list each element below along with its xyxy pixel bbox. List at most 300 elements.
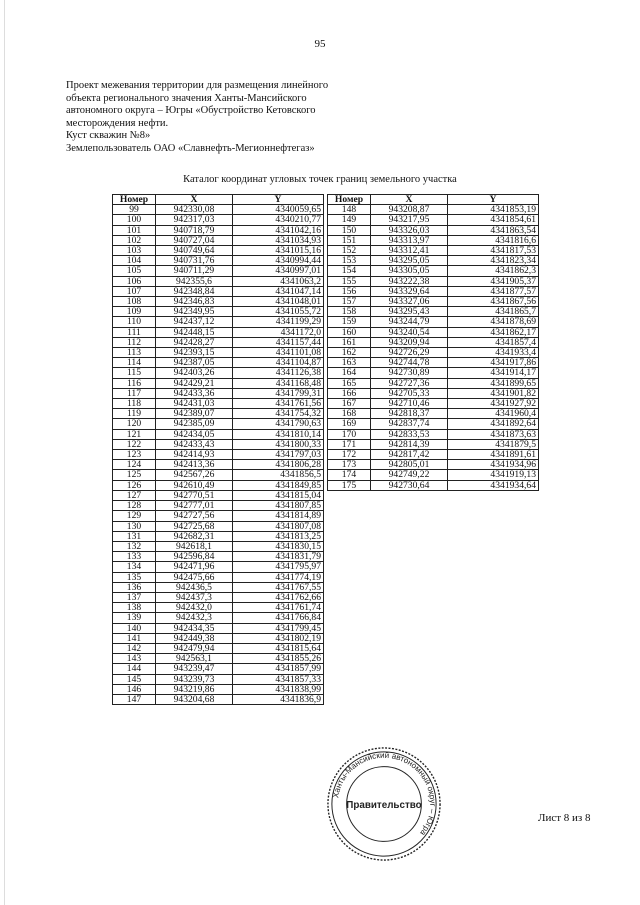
point-number-cell: 123 xyxy=(113,450,156,460)
x-coordinate-cell: 943217,95 xyxy=(371,215,448,225)
table-row xyxy=(113,582,324,592)
point-number-cell: 161 xyxy=(328,337,371,347)
point-number-cell: 136 xyxy=(113,582,156,592)
y-coordinate-cell: 4340997,01 xyxy=(233,266,324,276)
x-coordinate-cell: 940749,64 xyxy=(156,246,233,256)
point-number-cell: 175 xyxy=(328,480,371,490)
table-row xyxy=(328,480,539,490)
table-row xyxy=(113,450,324,460)
table-row xyxy=(113,225,324,235)
page-number: 95 xyxy=(314,38,326,50)
y-coordinate-cell: 4341836,9 xyxy=(233,694,324,704)
x-coordinate-cell: 942833,53 xyxy=(371,429,448,439)
table-row xyxy=(328,358,539,368)
table-row xyxy=(328,215,539,225)
point-number-cell: 166 xyxy=(328,388,371,398)
header-line: объекта регионального значения Ханты-Мансийского xyxy=(66,92,307,104)
x-coordinate-cell: 942610,49 xyxy=(156,480,233,490)
coordinates-table-right xyxy=(327,194,539,491)
table-row xyxy=(328,470,539,480)
point-number-cell: 124 xyxy=(113,460,156,470)
y-coordinate-cell: 4341856,5 xyxy=(233,470,324,480)
y-coordinate-cell: 4341101,08 xyxy=(233,348,324,358)
x-coordinate-cell: 942434,05 xyxy=(156,429,233,439)
header-y: Y xyxy=(233,195,324,205)
point-number-cell: 159 xyxy=(328,317,371,327)
table-row xyxy=(328,368,539,378)
x-coordinate-cell: 943222,38 xyxy=(371,276,448,286)
y-coordinate-cell: 4341865,7 xyxy=(448,307,539,317)
y-coordinate-cell: 4341754,32 xyxy=(233,409,324,419)
y-coordinate-cell: 4341857,99 xyxy=(233,664,324,674)
table-row xyxy=(113,613,324,623)
point-number-cell: 147 xyxy=(113,694,156,704)
y-coordinate-cell: 4341878,69 xyxy=(448,317,539,327)
x-coordinate-cell: 942346,83 xyxy=(156,297,233,307)
x-coordinate-cell: 942387,05 xyxy=(156,358,233,368)
y-coordinate-cell: 4341877,57 xyxy=(448,286,539,296)
header-x: X xyxy=(156,195,233,205)
table-row xyxy=(113,368,324,378)
point-number-cell: 167 xyxy=(328,399,371,409)
y-coordinate-cell: 4341817,53 xyxy=(448,246,539,256)
table-row xyxy=(113,286,324,296)
x-coordinate-cell: 940711,29 xyxy=(156,266,233,276)
x-coordinate-cell: 943326,03 xyxy=(371,225,448,235)
point-number-cell: 170 xyxy=(328,429,371,439)
point-number-cell: 110 xyxy=(113,317,156,327)
y-coordinate-cell: 4341919,13 xyxy=(448,470,539,480)
y-coordinate-cell: 4341863,54 xyxy=(448,225,539,235)
x-coordinate-cell: 943208,87 xyxy=(371,205,448,215)
x-coordinate-cell: 942563,1 xyxy=(156,654,233,664)
table-row xyxy=(328,399,539,409)
point-number-cell: 116 xyxy=(113,378,156,388)
x-coordinate-cell: 942403,26 xyxy=(156,368,233,378)
y-coordinate-cell: 4341199,29 xyxy=(233,317,324,327)
y-coordinate-cell: 4341047,14 xyxy=(233,286,324,296)
table-row xyxy=(328,317,539,327)
document-header xyxy=(66,80,366,155)
point-number-cell: 103 xyxy=(113,246,156,256)
y-coordinate-cell: 4340059,65 xyxy=(233,205,324,215)
header-line: Землепользователь ОАО «Славнефть-Мегионнефтегаз» xyxy=(66,142,315,154)
y-coordinate-cell: 4341042,16 xyxy=(233,225,324,235)
table-row xyxy=(113,480,324,490)
y-coordinate-cell: 4341104,87 xyxy=(233,358,324,368)
table-row xyxy=(113,552,324,562)
point-number-cell: 168 xyxy=(328,409,371,419)
table-header-row xyxy=(328,195,539,205)
point-number-cell: 137 xyxy=(113,592,156,602)
table-row xyxy=(113,235,324,245)
y-coordinate-cell: 4341766,84 xyxy=(233,613,324,623)
point-number-cell: 153 xyxy=(328,256,371,266)
point-number-cell: 158 xyxy=(328,307,371,317)
x-coordinate-cell: 943204,68 xyxy=(156,694,233,704)
table-row xyxy=(113,490,324,500)
x-coordinate-cell: 942730,64 xyxy=(371,480,448,490)
point-number-cell: 154 xyxy=(328,266,371,276)
x-coordinate-cell: 942567,26 xyxy=(156,470,233,480)
x-coordinate-cell: 942770,51 xyxy=(156,490,233,500)
point-number-cell: 118 xyxy=(113,399,156,409)
x-coordinate-cell: 942777,01 xyxy=(156,501,233,511)
y-coordinate-cell: 4341933,4 xyxy=(448,348,539,358)
point-number-cell: 114 xyxy=(113,358,156,368)
x-coordinate-cell: 942618,1 xyxy=(156,541,233,551)
y-coordinate-cell: 4341157,44 xyxy=(233,337,324,347)
x-coordinate-cell: 942448,15 xyxy=(156,327,233,337)
y-coordinate-cell: 4341797,03 xyxy=(233,450,324,460)
x-coordinate-cell: 942434,35 xyxy=(156,623,233,633)
table-row xyxy=(113,266,324,276)
x-coordinate-cell: 942749,22 xyxy=(371,470,448,480)
x-coordinate-cell: 942727,56 xyxy=(156,511,233,521)
y-coordinate-cell: 4341849,85 xyxy=(233,480,324,490)
y-coordinate-cell: 4341815,04 xyxy=(233,490,324,500)
y-coordinate-cell: 4341960,4 xyxy=(448,409,539,419)
seal-center-text: Правительство xyxy=(346,799,422,811)
header-line: месторождения нефти. xyxy=(66,117,169,129)
point-number-cell: 173 xyxy=(328,460,371,470)
table-row xyxy=(328,419,539,429)
point-number-cell: 128 xyxy=(113,501,156,511)
table-row xyxy=(113,541,324,551)
table-row xyxy=(113,664,324,674)
y-coordinate-cell: 4340994,44 xyxy=(233,256,324,266)
y-coordinate-cell: 4341802,19 xyxy=(233,633,324,643)
y-coordinate-cell: 4341862,3 xyxy=(448,266,539,276)
x-coordinate-cell: 942433,36 xyxy=(156,388,233,398)
point-number-cell: 102 xyxy=(113,235,156,245)
point-number-cell: 109 xyxy=(113,307,156,317)
x-coordinate-cell: 942471,96 xyxy=(156,562,233,572)
y-coordinate-cell: 4341774,19 xyxy=(233,572,324,582)
y-coordinate-cell: 4341838,99 xyxy=(233,684,324,694)
point-number-cell: 140 xyxy=(113,623,156,633)
y-coordinate-cell: 4341879,5 xyxy=(448,439,539,449)
header-number: Номер xyxy=(328,195,371,205)
x-coordinate-cell: 940727,04 xyxy=(156,235,233,245)
point-number-cell: 126 xyxy=(113,480,156,490)
point-number-cell: 165 xyxy=(328,378,371,388)
x-coordinate-cell: 943219,86 xyxy=(156,684,233,694)
x-coordinate-cell: 943244,79 xyxy=(371,317,448,327)
y-coordinate-cell: 4341761,74 xyxy=(233,603,324,613)
y-coordinate-cell: 4341015,16 xyxy=(233,246,324,256)
point-number-cell: 106 xyxy=(113,276,156,286)
table-row xyxy=(113,337,324,347)
x-coordinate-cell: 943209,94 xyxy=(371,337,448,347)
seal-ring-text: Ханты-Мансийский автономный округ – Югра xyxy=(331,750,438,838)
point-number-cell: 151 xyxy=(328,235,371,245)
table-row xyxy=(328,307,539,317)
y-coordinate-cell: 4341807,08 xyxy=(233,521,324,531)
table-row xyxy=(113,562,324,572)
x-coordinate-cell: 942596,84 xyxy=(156,552,233,562)
table-row xyxy=(113,388,324,398)
y-coordinate-cell: 4341830,15 xyxy=(233,541,324,551)
x-coordinate-cell: 942814,39 xyxy=(371,439,448,449)
point-number-cell: 117 xyxy=(113,388,156,398)
x-coordinate-cell: 942413,36 xyxy=(156,460,233,470)
x-coordinate-cell: 942437,3 xyxy=(156,592,233,602)
point-number-cell: 130 xyxy=(113,521,156,531)
point-number-cell: 133 xyxy=(113,552,156,562)
x-coordinate-cell: 942389,07 xyxy=(156,409,233,419)
table-row xyxy=(328,246,539,256)
sheet-label: Лист 8 из 8 xyxy=(538,812,591,824)
y-coordinate-cell: 4341873,63 xyxy=(448,429,539,439)
y-coordinate-cell: 4341892,64 xyxy=(448,419,539,429)
x-coordinate-cell: 943295,05 xyxy=(371,256,448,266)
table-row xyxy=(113,439,324,449)
y-coordinate-cell: 4341854,61 xyxy=(448,215,539,225)
x-coordinate-cell: 943239,73 xyxy=(156,674,233,684)
y-coordinate-cell: 4341853,19 xyxy=(448,205,539,215)
table-row xyxy=(328,266,539,276)
y-coordinate-cell: 4341814,89 xyxy=(233,511,324,521)
x-coordinate-cell: 942437,12 xyxy=(156,317,233,327)
y-coordinate-cell: 4340210,77 xyxy=(233,215,324,225)
x-coordinate-cell: 942818,37 xyxy=(371,409,448,419)
table-row xyxy=(113,531,324,541)
y-coordinate-cell: 4341927,92 xyxy=(448,399,539,409)
point-number-cell: 138 xyxy=(113,603,156,613)
table-row xyxy=(113,684,324,694)
table-row xyxy=(328,460,539,470)
x-coordinate-cell: 942475,66 xyxy=(156,572,233,582)
x-coordinate-cell: 942432,0 xyxy=(156,603,233,613)
table-row xyxy=(113,654,324,664)
y-coordinate-cell: 4341815,64 xyxy=(233,643,324,653)
point-number-cell: 141 xyxy=(113,633,156,643)
table-row xyxy=(113,399,324,409)
point-number-cell: 163 xyxy=(328,358,371,368)
table-row xyxy=(113,643,324,653)
point-number-cell: 139 xyxy=(113,613,156,623)
y-coordinate-cell: 4341891,61 xyxy=(448,450,539,460)
y-coordinate-cell: 4341790,63 xyxy=(233,419,324,429)
table-row xyxy=(328,378,539,388)
table-row xyxy=(113,378,324,388)
header-number: Номер xyxy=(113,195,156,205)
table-row xyxy=(113,419,324,429)
table-row xyxy=(113,592,324,602)
point-number-cell: 143 xyxy=(113,654,156,664)
table-row xyxy=(113,276,324,286)
x-coordinate-cell: 942725,68 xyxy=(156,521,233,531)
y-coordinate-cell: 4341806,28 xyxy=(233,460,324,470)
table-row xyxy=(328,286,539,296)
point-number-cell: 150 xyxy=(328,225,371,235)
x-coordinate-cell: 942317,03 xyxy=(156,215,233,225)
point-number-cell: 111 xyxy=(113,327,156,337)
point-number-cell: 122 xyxy=(113,439,156,449)
point-number-cell: 145 xyxy=(113,674,156,684)
x-coordinate-cell: 942414,93 xyxy=(156,450,233,460)
point-number-cell: 100 xyxy=(113,215,156,225)
table-row xyxy=(113,470,324,480)
x-coordinate-cell: 942349,95 xyxy=(156,307,233,317)
point-number-cell: 157 xyxy=(328,297,371,307)
y-coordinate-cell: 4341917,86 xyxy=(448,358,539,368)
table-row xyxy=(328,225,539,235)
point-number-cell: 131 xyxy=(113,531,156,541)
x-coordinate-cell: 943327,06 xyxy=(371,297,448,307)
point-number-cell: 169 xyxy=(328,419,371,429)
table-row xyxy=(328,327,539,337)
table-row xyxy=(113,511,324,521)
x-coordinate-cell: 942355,6 xyxy=(156,276,233,286)
point-number-cell: 135 xyxy=(113,572,156,582)
y-coordinate-cell: 4341055,72 xyxy=(233,307,324,317)
x-coordinate-cell: 940731,76 xyxy=(156,256,233,266)
table-row xyxy=(113,307,324,317)
x-coordinate-cell: 942385,09 xyxy=(156,419,233,429)
table-row xyxy=(113,501,324,511)
y-coordinate-cell: 4341795,97 xyxy=(233,562,324,572)
x-coordinate-cell: 942805,01 xyxy=(371,460,448,470)
point-number-cell: 127 xyxy=(113,490,156,500)
point-number-cell: 142 xyxy=(113,643,156,653)
y-coordinate-cell: 4341800,33 xyxy=(233,439,324,449)
y-coordinate-cell: 4341823,34 xyxy=(448,256,539,266)
header-line: Проект межевания территории для размещения линейного xyxy=(66,80,329,91)
table-row xyxy=(328,337,539,347)
y-coordinate-cell: 4341857,4 xyxy=(448,337,539,347)
y-coordinate-cell: 4341761,56 xyxy=(233,399,324,409)
x-coordinate-cell: 942705,33 xyxy=(371,388,448,398)
point-number-cell: 112 xyxy=(113,337,156,347)
x-coordinate-cell: 942429,21 xyxy=(156,378,233,388)
y-coordinate-cell: 4341857,33 xyxy=(233,674,324,684)
table-row xyxy=(113,521,324,531)
point-number-cell: 104 xyxy=(113,256,156,266)
point-number-cell: 108 xyxy=(113,297,156,307)
table-row xyxy=(113,603,324,613)
y-coordinate-cell: 4341934,96 xyxy=(448,460,539,470)
table-row xyxy=(113,256,324,266)
x-coordinate-cell: 942479,94 xyxy=(156,643,233,653)
point-number-cell: 152 xyxy=(328,246,371,256)
x-coordinate-cell: 943312,41 xyxy=(371,246,448,256)
point-number-cell: 162 xyxy=(328,348,371,358)
table-row xyxy=(328,409,539,419)
point-number-cell: 119 xyxy=(113,409,156,419)
point-number-cell: 155 xyxy=(328,276,371,286)
official-seal xyxy=(325,745,443,863)
table-row xyxy=(113,348,324,358)
point-number-cell: 132 xyxy=(113,541,156,551)
y-coordinate-cell: 4341172,0 xyxy=(233,327,324,337)
table-row xyxy=(113,429,324,439)
table-row xyxy=(328,348,539,358)
x-coordinate-cell: 942817,42 xyxy=(371,450,448,460)
x-coordinate-cell: 943329,64 xyxy=(371,286,448,296)
x-coordinate-cell: 943239,47 xyxy=(156,664,233,674)
x-coordinate-cell: 942710,46 xyxy=(371,399,448,409)
x-coordinate-cell: 943313,97 xyxy=(371,235,448,245)
catalog-title: Каталог координат угловых точек границ земельного участка xyxy=(183,174,457,185)
y-coordinate-cell: 4341831,79 xyxy=(233,552,324,562)
x-coordinate-cell: 940718,79 xyxy=(156,225,233,235)
x-coordinate-cell: 942727,36 xyxy=(371,378,448,388)
y-coordinate-cell: 4341063,2 xyxy=(233,276,324,286)
point-number-cell: 146 xyxy=(113,684,156,694)
point-number-cell: 160 xyxy=(328,327,371,337)
point-number-cell: 115 xyxy=(113,368,156,378)
y-coordinate-cell: 4341810,14 xyxy=(233,429,324,439)
table-row xyxy=(113,633,324,643)
point-number-cell: 156 xyxy=(328,286,371,296)
y-coordinate-cell: 4341048,01 xyxy=(233,297,324,307)
x-coordinate-cell: 942393,15 xyxy=(156,348,233,358)
y-coordinate-cell: 4341126,38 xyxy=(233,368,324,378)
table-row xyxy=(113,694,324,704)
x-coordinate-cell: 942330,08 xyxy=(156,205,233,215)
point-number-cell: 172 xyxy=(328,450,371,460)
x-coordinate-cell: 942682,31 xyxy=(156,531,233,541)
x-coordinate-cell: 942432,3 xyxy=(156,613,233,623)
y-coordinate-cell: 4341899,65 xyxy=(448,378,539,388)
header-line: Куст скважин №8» xyxy=(66,130,151,141)
x-coordinate-cell: 942726,29 xyxy=(371,348,448,358)
header-x: X xyxy=(371,195,448,205)
table-row xyxy=(113,623,324,633)
table-row xyxy=(328,297,539,307)
y-coordinate-cell: 4341862,17 xyxy=(448,327,539,337)
point-number-cell: 99 xyxy=(113,205,156,215)
y-coordinate-cell: 4341934,64 xyxy=(448,480,539,490)
point-number-cell: 107 xyxy=(113,286,156,296)
point-number-cell: 134 xyxy=(113,562,156,572)
y-coordinate-cell: 4341807,85 xyxy=(233,501,324,511)
table-row xyxy=(113,205,324,215)
y-coordinate-cell: 4341816,6 xyxy=(448,235,539,245)
y-coordinate-cell: 4341767,55 xyxy=(233,582,324,592)
table-row xyxy=(113,674,324,684)
y-coordinate-cell: 4341905,37 xyxy=(448,276,539,286)
table-row xyxy=(113,358,324,368)
x-coordinate-cell: 942431,03 xyxy=(156,399,233,409)
point-number-cell: 174 xyxy=(328,470,371,480)
table-row xyxy=(328,439,539,449)
table-row xyxy=(328,235,539,245)
x-coordinate-cell: 942744,78 xyxy=(371,358,448,368)
table-row xyxy=(113,215,324,225)
table-row xyxy=(328,450,539,460)
point-number-cell: 129 xyxy=(113,511,156,521)
y-coordinate-cell: 4341799,31 xyxy=(233,388,324,398)
x-coordinate-cell: 942837,74 xyxy=(371,419,448,429)
header-line: автономного округа – Югры «Обустройство Кетовского xyxy=(66,105,316,116)
y-coordinate-cell: 4341901,82 xyxy=(448,388,539,398)
x-coordinate-cell: 942428,27 xyxy=(156,337,233,347)
y-coordinate-cell: 4341168,48 xyxy=(233,378,324,388)
point-number-cell: 101 xyxy=(113,225,156,235)
table-row xyxy=(113,572,324,582)
y-coordinate-cell: 4341034,93 xyxy=(233,235,324,245)
table-row xyxy=(328,388,539,398)
table-row xyxy=(113,460,324,470)
table-row xyxy=(328,256,539,266)
coordinates-table-left xyxy=(112,194,324,705)
x-coordinate-cell: 943305,05 xyxy=(371,266,448,276)
x-coordinate-cell: 942348,84 xyxy=(156,286,233,296)
scan-edge xyxy=(4,0,5,905)
